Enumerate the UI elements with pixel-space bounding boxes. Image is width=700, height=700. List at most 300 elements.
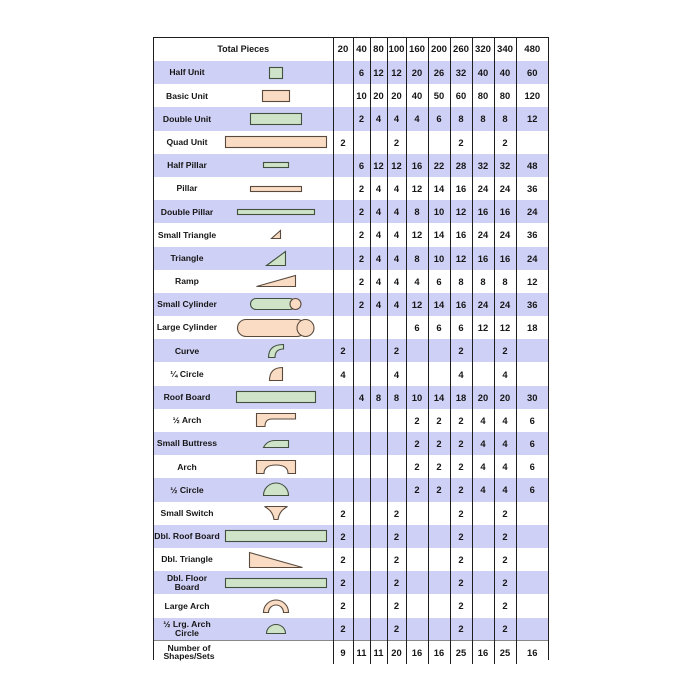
count-cell: 16 — [472, 641, 494, 664]
piece-row — [154, 362, 548, 385]
count-cell: 2 — [428, 432, 450, 455]
count-cell — [387, 409, 406, 432]
count-cell: 4 — [333, 362, 353, 385]
count-cell — [516, 131, 548, 154]
count-cell: 4 — [494, 362, 516, 385]
pieces-table — [154, 38, 548, 664]
count-cell: 16 — [450, 177, 472, 200]
count-cell — [406, 548, 428, 571]
count-cell — [333, 293, 353, 316]
piece-shape-cell — [220, 548, 333, 571]
count-cell — [370, 502, 387, 525]
count-cell — [370, 571, 387, 594]
count-cell: 16 — [472, 200, 494, 223]
count-cell: 6 — [516, 455, 548, 478]
count-cell — [333, 107, 353, 130]
count-cell: 4 — [494, 432, 516, 455]
count-cell — [333, 177, 353, 200]
count-cell: 2 — [387, 618, 406, 641]
count-cell: 4 — [387, 200, 406, 223]
count-cell: 4 — [370, 177, 387, 200]
count-cell: 20 — [387, 641, 406, 664]
count-cell: 12 — [387, 61, 406, 84]
piece-name: Small Buttress — [154, 432, 220, 455]
piece-row — [154, 455, 548, 478]
count-cell: 2 — [450, 131, 472, 154]
count-cell — [516, 502, 548, 525]
piece-row — [154, 548, 548, 571]
large-arch-shape-icon — [263, 599, 289, 613]
count-cell: 2 — [353, 247, 370, 270]
count-cell: 2 — [387, 571, 406, 594]
count-cell — [333, 455, 353, 478]
piece-name: Dbl. Floor Board — [154, 571, 220, 594]
count-cell — [333, 478, 353, 501]
count-cell: 4 — [387, 223, 406, 246]
count-cell: 2 — [333, 594, 353, 617]
quad-unit-shape-icon — [225, 136, 327, 148]
count-cell — [353, 525, 370, 548]
count-cell — [353, 594, 370, 617]
count-cell: 10 — [353, 84, 370, 107]
count-cell — [370, 131, 387, 154]
count-cell: 2 — [494, 571, 516, 594]
count-cell: 24 — [472, 177, 494, 200]
count-cell — [353, 409, 370, 432]
piece-shape-cell — [220, 409, 333, 432]
count-cell: 6 — [353, 154, 370, 177]
count-cell — [353, 362, 370, 385]
piece-shape-cell — [220, 571, 333, 594]
count-cell: 40 — [406, 84, 428, 107]
count-cell — [353, 339, 370, 362]
count-cell: 2 — [406, 478, 428, 501]
count-cell: 14 — [428, 177, 450, 200]
count-cell — [370, 455, 387, 478]
count-cell: 16 — [450, 293, 472, 316]
column-header: 40 — [353, 38, 370, 61]
count-cell: 10 — [406, 386, 428, 409]
count-cell: 2 — [387, 339, 406, 362]
count-cell: 2 — [333, 571, 353, 594]
count-cell — [333, 432, 353, 455]
count-cell — [353, 571, 370, 594]
count-cell — [472, 339, 494, 362]
count-cell: 60 — [516, 61, 548, 84]
double-triangle-shape-icon — [249, 552, 303, 568]
count-cell — [333, 409, 353, 432]
column-header: 200 — [428, 38, 450, 61]
piece-name: Double Unit — [154, 107, 220, 130]
count-cell — [406, 571, 428, 594]
piece-row — [154, 316, 548, 339]
count-cell — [428, 618, 450, 641]
count-cell: 2 — [333, 525, 353, 548]
count-cell — [428, 548, 450, 571]
count-cell: 32 — [472, 154, 494, 177]
piece-row — [154, 200, 548, 223]
count-cell — [333, 247, 353, 270]
count-cell: 10 — [428, 200, 450, 223]
piece-row — [154, 154, 548, 177]
count-cell: 6 — [428, 270, 450, 293]
count-cell — [333, 223, 353, 246]
count-cell: 2 — [494, 339, 516, 362]
count-cell: 4 — [494, 478, 516, 501]
piece-name: Small Switch — [154, 502, 220, 525]
piece-shape-cell — [220, 618, 333, 641]
count-cell — [353, 131, 370, 154]
count-cell — [516, 339, 548, 362]
piece-shape-cell — [220, 525, 333, 548]
piece-shape-cell — [220, 432, 333, 455]
count-cell: 14 — [428, 223, 450, 246]
count-cell: 4 — [370, 107, 387, 130]
count-cell: 4 — [387, 177, 406, 200]
count-cell: 2 — [450, 432, 472, 455]
count-cell — [370, 362, 387, 385]
small-cylinder-shape-icon — [250, 298, 302, 310]
count-cell — [333, 200, 353, 223]
count-cell: 16 — [428, 641, 450, 664]
count-cell: 14 — [428, 293, 450, 316]
count-cell — [353, 548, 370, 571]
shapes-sets-text: Number of Shapes/Sets — [163, 643, 215, 662]
count-cell — [406, 339, 428, 362]
count-cell: 11 — [370, 641, 387, 664]
ramp-shape-icon — [256, 275, 296, 287]
half-pillar-shape-icon — [263, 162, 289, 168]
count-cell: 4 — [472, 478, 494, 501]
count-cell — [428, 131, 450, 154]
small-triangle-shape-icon — [271, 230, 281, 239]
piece-name: Small Cylinder — [154, 293, 220, 316]
double-unit-shape-icon — [250, 113, 302, 125]
count-cell — [406, 502, 428, 525]
piece-row — [154, 571, 548, 594]
piece-row — [154, 386, 548, 409]
column-header: 340 — [494, 38, 516, 61]
count-cell: 2 — [387, 502, 406, 525]
count-cell: 2 — [428, 409, 450, 432]
count-cell: 12 — [450, 200, 472, 223]
count-cell: 4 — [370, 293, 387, 316]
count-cell — [387, 316, 406, 339]
count-cell — [370, 409, 387, 432]
count-cell: 2 — [406, 409, 428, 432]
piece-shape-cell — [220, 293, 333, 316]
count-cell: 4 — [387, 270, 406, 293]
count-cell — [387, 432, 406, 455]
count-cell: 20 — [472, 386, 494, 409]
count-cell: 60 — [450, 84, 472, 107]
count-cell: 4 — [494, 409, 516, 432]
piece-name: Dbl. Roof Board — [154, 525, 220, 548]
column-header: 480 — [516, 38, 548, 61]
piece-name: ½ Arch — [154, 409, 220, 432]
count-cell: 12 — [516, 107, 548, 130]
count-cell: 16 — [494, 247, 516, 270]
piece-row — [154, 594, 548, 617]
count-cell: 4 — [370, 200, 387, 223]
count-cell — [353, 478, 370, 501]
count-cell: 2 — [353, 293, 370, 316]
quarter-circle-shape-icon — [269, 367, 283, 381]
piece-row — [154, 247, 548, 270]
count-cell — [406, 594, 428, 617]
count-cell: 4 — [494, 455, 516, 478]
count-cell: 2 — [428, 455, 450, 478]
count-cell: 12 — [406, 293, 428, 316]
count-cell: 16 — [472, 247, 494, 270]
count-cell: 2 — [494, 502, 516, 525]
count-cell — [370, 478, 387, 501]
count-cell: 8 — [450, 107, 472, 130]
count-cell — [428, 502, 450, 525]
column-header: 260 — [450, 38, 472, 61]
count-cell — [353, 432, 370, 455]
count-cell — [472, 131, 494, 154]
count-cell: 8 — [494, 107, 516, 130]
header-row — [154, 38, 548, 61]
count-cell: 6 — [516, 409, 548, 432]
count-cell: 40 — [472, 61, 494, 84]
piece-row — [154, 107, 548, 130]
count-cell: 2 — [450, 478, 472, 501]
count-cell: 32 — [450, 61, 472, 84]
double-pillar-shape-icon — [237, 209, 315, 215]
count-cell: 12 — [494, 316, 516, 339]
count-cell — [428, 571, 450, 594]
half-circle-shape-icon — [263, 483, 289, 496]
count-cell: 4 — [370, 247, 387, 270]
count-cell: 80 — [472, 84, 494, 107]
count-cell — [370, 432, 387, 455]
count-cell: 14 — [428, 386, 450, 409]
piece-shape-cell — [220, 478, 333, 501]
count-cell — [516, 571, 548, 594]
count-cell: 2 — [494, 548, 516, 571]
count-cell: 2 — [450, 455, 472, 478]
double-floor-board-shape-icon — [225, 578, 327, 588]
total-pieces-label: Total Pieces — [154, 38, 333, 61]
count-cell: 6 — [516, 478, 548, 501]
piece-shape-cell — [220, 270, 333, 293]
piece-row — [154, 502, 548, 525]
count-cell — [516, 548, 548, 571]
count-cell: 6 — [406, 316, 428, 339]
count-cell: 8 — [494, 270, 516, 293]
piece-row — [154, 131, 548, 154]
count-cell — [516, 594, 548, 617]
piece-shape-cell — [220, 339, 333, 362]
count-cell: 24 — [494, 177, 516, 200]
piece-shape-cell — [220, 200, 333, 223]
count-cell: 24 — [516, 200, 548, 223]
count-cell: 12 — [450, 247, 472, 270]
count-cell: 8 — [406, 200, 428, 223]
count-cell: 20 — [406, 61, 428, 84]
count-cell: 2 — [450, 571, 472, 594]
count-cell — [428, 594, 450, 617]
count-cell: 11 — [353, 641, 370, 664]
count-cell — [516, 362, 548, 385]
count-cell — [387, 478, 406, 501]
piece-name: Half Pillar — [154, 154, 220, 177]
count-cell — [406, 131, 428, 154]
count-cell: 4 — [387, 107, 406, 130]
count-cell: 4 — [472, 455, 494, 478]
count-cell: 30 — [516, 386, 548, 409]
basic-unit-shape-icon — [262, 90, 290, 102]
piece-shape-cell — [220, 177, 333, 200]
count-cell: 4 — [370, 270, 387, 293]
piece-row — [154, 525, 548, 548]
piece-name: ½ Lrg. Arch Circle — [154, 618, 220, 641]
count-cell — [370, 525, 387, 548]
count-cell: 2 — [494, 525, 516, 548]
count-cell: 2 — [406, 455, 428, 478]
count-cell — [333, 84, 353, 107]
piece-name: ½ Circle — [154, 478, 220, 501]
piece-name: Small Triangle — [154, 223, 220, 246]
piece-name: Roof Board — [154, 386, 220, 409]
count-cell: 2 — [333, 502, 353, 525]
piece-shape-cell — [220, 502, 333, 525]
count-cell — [333, 316, 353, 339]
piece-name: Pillar — [154, 177, 220, 200]
triangle-shape-icon — [266, 251, 286, 266]
count-cell: 36 — [516, 223, 548, 246]
count-cell: 120 — [516, 84, 548, 107]
count-cell — [472, 594, 494, 617]
piece-shape-cell — [220, 362, 333, 385]
count-cell: 2 — [387, 548, 406, 571]
column-header: 320 — [472, 38, 494, 61]
count-cell — [353, 618, 370, 641]
piece-name: Triangle — [154, 247, 220, 270]
half-unit-shape-icon — [269, 67, 283, 79]
count-cell: 8 — [472, 107, 494, 130]
piece-name: Large Arch — [154, 594, 220, 617]
count-cell: 24 — [472, 293, 494, 316]
count-cell: 4 — [406, 107, 428, 130]
count-cell: 4 — [406, 270, 428, 293]
piece-name: Half Unit — [154, 61, 220, 84]
double-roof-board-shape-icon — [225, 530, 327, 542]
count-cell: 4 — [472, 432, 494, 455]
count-cell — [370, 594, 387, 617]
count-cell: 36 — [516, 293, 548, 316]
curve-shape-icon — [268, 344, 284, 358]
count-cell — [516, 525, 548, 548]
count-cell: 4 — [387, 293, 406, 316]
piece-name: Quad Unit — [154, 131, 220, 154]
count-cell — [333, 61, 353, 84]
piece-shape-cell — [220, 386, 333, 409]
piece-row — [154, 293, 548, 316]
count-cell: 2 — [353, 270, 370, 293]
count-cell — [406, 618, 428, 641]
count-cell: 2 — [494, 618, 516, 641]
count-cell: 16 — [516, 641, 548, 664]
piece-name: Dbl. Triangle — [154, 548, 220, 571]
count-cell: 2 — [494, 594, 516, 617]
count-cell: 25 — [494, 641, 516, 664]
count-cell — [472, 548, 494, 571]
piece-row — [154, 270, 548, 293]
piece-shape-cell — [220, 455, 333, 478]
count-cell: 4 — [450, 362, 472, 385]
count-cell: 2 — [333, 339, 353, 362]
count-cell: 22 — [428, 154, 450, 177]
count-cell: 8 — [472, 270, 494, 293]
count-cell: 2 — [450, 409, 472, 432]
count-cell: 16 — [406, 154, 428, 177]
count-cell: 6 — [353, 61, 370, 84]
count-cell: 24 — [472, 223, 494, 246]
count-cell: 36 — [516, 177, 548, 200]
piece-shape-cell — [220, 223, 333, 246]
count-cell: 6 — [450, 316, 472, 339]
piece-shape-cell — [220, 154, 333, 177]
piece-shape-cell — [220, 594, 333, 617]
piece-row — [154, 223, 548, 246]
count-cell: 28 — [450, 154, 472, 177]
count-cell: 8 — [450, 270, 472, 293]
count-cell: 2 — [333, 618, 353, 641]
count-cell: 2 — [494, 131, 516, 154]
small-switch-shape-icon — [264, 506, 288, 520]
count-cell — [428, 339, 450, 362]
count-cell: 20 — [370, 84, 387, 107]
count-cell: 2 — [406, 432, 428, 455]
piece-shape-cell — [220, 84, 333, 107]
count-cell: 12 — [472, 316, 494, 339]
count-cell — [353, 502, 370, 525]
count-cell: 4 — [472, 409, 494, 432]
count-cell — [472, 362, 494, 385]
count-cell — [406, 362, 428, 385]
count-cell: 2 — [387, 131, 406, 154]
count-cell: 2 — [387, 525, 406, 548]
count-cell: 2 — [450, 594, 472, 617]
count-cell — [472, 525, 494, 548]
count-cell — [370, 316, 387, 339]
count-cell: 2 — [333, 131, 353, 154]
count-cell: 4 — [353, 386, 370, 409]
count-cell: 32 — [494, 154, 516, 177]
large-cylinder-shape-icon — [237, 319, 315, 337]
count-cell: 16 — [450, 223, 472, 246]
piece-row — [154, 177, 548, 200]
count-cell: 4 — [387, 247, 406, 270]
count-cell — [428, 525, 450, 548]
count-cell: 4 — [387, 362, 406, 385]
piece-shape-cell — [220, 61, 333, 84]
piece-shape-cell — [220, 247, 333, 270]
count-cell: 8 — [370, 386, 387, 409]
count-cell: 24 — [516, 247, 548, 270]
count-cell — [428, 362, 450, 385]
count-cell — [472, 618, 494, 641]
count-cell: 50 — [428, 84, 450, 107]
count-cell: 25 — [450, 641, 472, 664]
count-cell — [353, 316, 370, 339]
piece-row — [154, 84, 548, 107]
count-cell: 2 — [450, 548, 472, 571]
arch-shape-icon — [256, 460, 296, 474]
